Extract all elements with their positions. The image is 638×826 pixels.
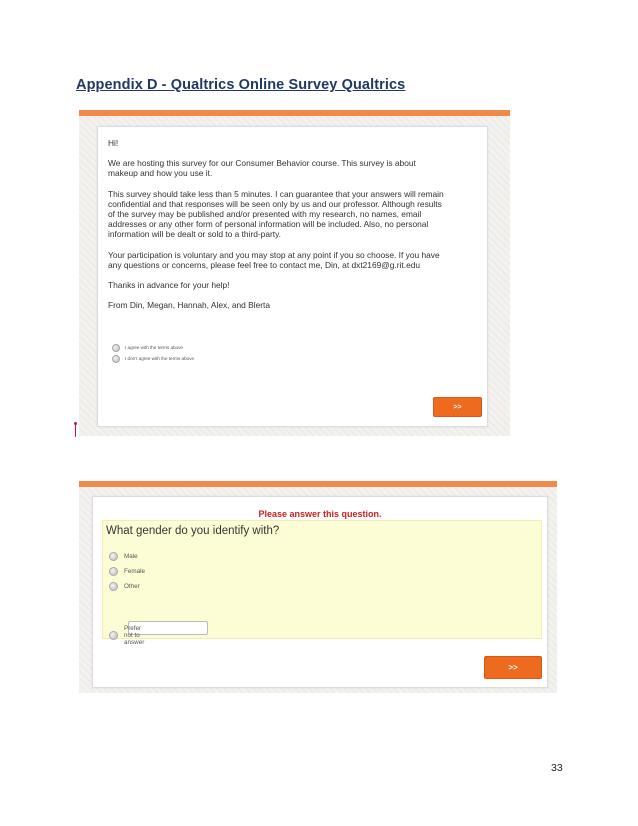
radio-button-icon[interactable] xyxy=(112,355,120,363)
gender-option-label: Female xyxy=(124,568,145,575)
consent-option-label: I agree with the terms above xyxy=(125,345,183,350)
gender-option-label: Other xyxy=(124,583,140,590)
gender-option-label: Male xyxy=(124,553,138,560)
gender-option-female[interactable] xyxy=(109,564,145,579)
radio-button-icon[interactable] xyxy=(112,344,120,352)
consent-card xyxy=(97,126,488,427)
radio-button-icon[interactable] xyxy=(109,631,118,640)
consent-thanks: Thanks in advance for your help! xyxy=(108,280,230,291)
question-title: What gender do you identify with? xyxy=(106,525,280,537)
marker-line xyxy=(75,424,76,437)
consent-text xyxy=(108,138,480,320)
gender-option-label: Prefer not to answer xyxy=(124,625,145,646)
radio-button-icon[interactable] xyxy=(109,567,118,576)
consent-option-label: I don't agree with the terms above xyxy=(125,356,195,361)
gender-options xyxy=(109,549,145,646)
consent-greeting: Hi! xyxy=(108,138,119,148)
radio-button-icon[interactable] xyxy=(109,552,118,561)
next-button[interactable]: >> xyxy=(433,397,482,417)
gender-option-male[interactable] xyxy=(109,549,145,564)
survey-top-bar xyxy=(79,481,557,487)
consent-purpose: We are hosting this survey for our Consumer Behavior course. This survey is about makeup and how you use it. xyxy=(108,158,416,179)
survey-top-bar xyxy=(79,110,510,116)
appendix-heading: Appendix D - Qualtrics Online Survey Qualtrics xyxy=(76,77,406,93)
consent-option-disagree[interactable] xyxy=(112,353,194,364)
question-box xyxy=(102,520,542,646)
next-button[interactable]: >> xyxy=(484,656,542,679)
page-number: 33 xyxy=(551,762,563,774)
validation-error: Please answer this question. xyxy=(258,509,382,519)
consent-screenshot xyxy=(79,110,510,436)
question-card xyxy=(92,496,548,688)
radio-button-icon[interactable] xyxy=(109,582,118,591)
consent-voluntary: Your participation is voluntary and you may stop at any point if you so choose. If you have any questions or concerns, please feel free to contact me, Din, at dxt2169@g.rit.edu xyxy=(108,249,440,270)
consent-confidentiality: This survey should take less than 5 minutes. I can guarantee that your answers will remain confidential and that responses will be seen only by us and our professor. Although results of the survey may be published and/or presented with my research, no names, email addresses or any other form of personal information will be included. Also, no personal information will be dealt or sold to a third-party. xyxy=(108,188,444,240)
consent-options xyxy=(112,342,194,364)
gender-option-other[interactable] xyxy=(109,579,145,594)
consent-signoff: From Din, Megan, Hannah, Alex, and Blerta xyxy=(108,300,270,311)
consent-option-agree[interactable] xyxy=(112,342,194,353)
pink-marker xyxy=(74,422,77,437)
gender-option-prefer-not[interactable] xyxy=(109,625,145,646)
gender-question-screenshot xyxy=(79,481,557,693)
